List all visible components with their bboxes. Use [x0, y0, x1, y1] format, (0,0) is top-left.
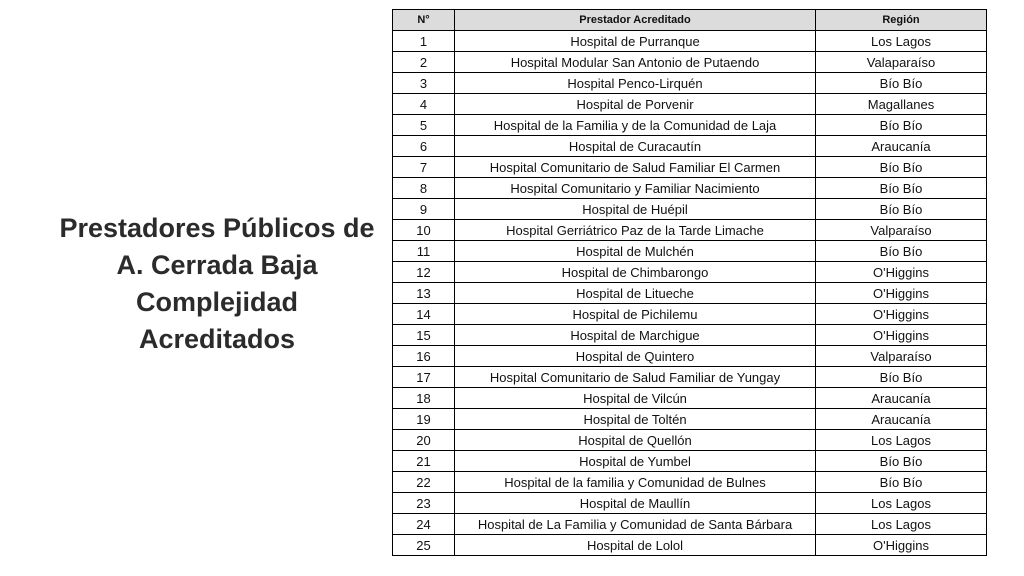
- cell-provider: Hospital Modular San Antonio de Putaendo: [455, 52, 816, 73]
- table-row: [393, 472, 987, 493]
- cell-provider: Hospital de Maullín: [455, 493, 816, 514]
- cell-number: 17: [393, 367, 455, 388]
- table-row: [393, 346, 987, 367]
- cell-number: 8: [393, 178, 455, 199]
- table-row: [393, 262, 987, 283]
- cell-region: Bío Bío: [816, 157, 987, 178]
- table-row: [393, 325, 987, 346]
- cell-region: Los Lagos: [816, 430, 987, 451]
- table-row: [393, 73, 987, 94]
- cell-provider: Hospital de Lolol: [455, 535, 816, 556]
- cell-number: 2: [393, 52, 455, 73]
- cell-provider: Hospital de Toltén: [455, 409, 816, 430]
- table-row: [393, 367, 987, 388]
- table-row: [393, 388, 987, 409]
- cell-provider: Hospital de Chimbarongo: [455, 262, 816, 283]
- cell-provider: Hospital de Huépil: [455, 199, 816, 220]
- cell-region: Valaparaíso: [816, 52, 987, 73]
- cell-provider: Hospital Gerriátrico Paz de la Tarde Limache: [455, 220, 816, 241]
- cell-number: 7: [393, 157, 455, 178]
- table-row: [393, 304, 987, 325]
- cell-number: 19: [393, 409, 455, 430]
- table-row: [393, 52, 987, 73]
- cell-number: 10: [393, 220, 455, 241]
- cell-number: 9: [393, 199, 455, 220]
- title-line-2: A. Cerrada Baja: [116, 250, 318, 280]
- cell-region: Valparaíso: [816, 220, 987, 241]
- cell-region: Los Lagos: [816, 493, 987, 514]
- header-region: Región: [816, 10, 987, 31]
- table-row: [393, 115, 987, 136]
- cell-region: Los Lagos: [816, 514, 987, 535]
- cell-number: 15: [393, 325, 455, 346]
- cell-region: O'Higgins: [816, 325, 987, 346]
- cell-provider: Hospital de Purranque: [455, 31, 816, 52]
- title-line-4: Acreditados: [138, 324, 296, 354]
- cell-region: Magallanes: [816, 94, 987, 115]
- cell-number: 11: [393, 241, 455, 262]
- cell-region: Bío Bío: [816, 451, 987, 472]
- cell-region: Bío Bío: [816, 472, 987, 493]
- cell-provider: Hospital de la familia y Comunidad de Bulnes: [455, 472, 816, 493]
- cell-region: Araucanía: [816, 409, 987, 430]
- table-row: [393, 514, 987, 535]
- cell-provider: Hospital de Yumbel: [455, 451, 816, 472]
- page-title: [52, 210, 382, 358]
- cell-provider: Hospital de Pichilemu: [455, 304, 816, 325]
- table-row: [393, 157, 987, 178]
- cell-number: 22: [393, 472, 455, 493]
- cell-provider: Hospital Penco-Lirquén: [455, 73, 816, 94]
- cell-number: 1: [393, 31, 455, 52]
- cell-number: 16: [393, 346, 455, 367]
- cell-provider: Hospital de Quintero: [455, 346, 816, 367]
- cell-provider: Hospital de Vilcún: [455, 388, 816, 409]
- cell-number: 6: [393, 136, 455, 157]
- cell-region: Los Lagos: [816, 31, 987, 52]
- cell-number: 21: [393, 451, 455, 472]
- cell-provider: Hospital de Porvenir: [455, 94, 816, 115]
- cell-number: 23: [393, 493, 455, 514]
- table-row: [393, 493, 987, 514]
- title-line-3: Complejidad: [135, 287, 298, 317]
- cell-number: 3: [393, 73, 455, 94]
- header-provider: Prestador Acreditado: [455, 10, 816, 31]
- cell-provider: Hospital de Quellón: [455, 430, 816, 451]
- cell-region: Bío Bío: [816, 199, 987, 220]
- table-row: [393, 283, 987, 304]
- cell-number: 24: [393, 514, 455, 535]
- cell-region: O'Higgins: [816, 535, 987, 556]
- cell-number: 12: [393, 262, 455, 283]
- cell-number: 13: [393, 283, 455, 304]
- title-line-1: Prestadores Públicos de: [59, 213, 375, 243]
- table-row: [393, 31, 987, 52]
- cell-region: Araucanía: [816, 388, 987, 409]
- table-row: [393, 451, 987, 472]
- table-row: [393, 136, 987, 157]
- cell-provider: Hospital de Mulchén: [455, 241, 816, 262]
- cell-number: 5: [393, 115, 455, 136]
- cell-provider: Hospital Comunitario de Salud Familiar de Yungay: [455, 367, 816, 388]
- cell-provider: Hospital de Litueche: [455, 283, 816, 304]
- cell-region: O'Higgins: [816, 262, 987, 283]
- cell-region: O'Higgins: [816, 283, 987, 304]
- table-row: [393, 220, 987, 241]
- table-header-row: [393, 10, 987, 31]
- cell-region: Bío Bío: [816, 367, 987, 388]
- cell-number: 18: [393, 388, 455, 409]
- cell-provider: Hospital de Marchigue: [455, 325, 816, 346]
- cell-region: Araucanía: [816, 136, 987, 157]
- table-row: [393, 430, 987, 451]
- table-row: [393, 409, 987, 430]
- table-row: [393, 535, 987, 556]
- cell-number: 25: [393, 535, 455, 556]
- cell-region: Bío Bío: [816, 178, 987, 199]
- cell-provider: Hospital de Curacautín: [455, 136, 816, 157]
- table-row: [393, 178, 987, 199]
- table-row: [393, 199, 987, 220]
- cell-region: Valparaíso: [816, 346, 987, 367]
- cell-number: 14: [393, 304, 455, 325]
- table-row: [393, 94, 987, 115]
- cell-region: Bío Bío: [816, 241, 987, 262]
- cell-provider: Hospital Comunitario de Salud Familiar El Carmen: [455, 157, 816, 178]
- cell-provider: Hospital de la Familia y de la Comunidad de Laja: [455, 115, 816, 136]
- cell-number: 4: [393, 94, 455, 115]
- cell-region: Bío Bío: [816, 115, 987, 136]
- cell-provider: Hospital Comunitario y Familiar Nacimiento: [455, 178, 816, 199]
- cell-region: Bío Bío: [816, 73, 987, 94]
- providers-table: [392, 9, 987, 556]
- cell-region: O'Higgins: [816, 304, 987, 325]
- cell-number: 20: [393, 430, 455, 451]
- table-row: [393, 241, 987, 262]
- header-number: N°: [393, 10, 455, 31]
- cell-provider: Hospital de La Familia y Comunidad de Santa Bárbara: [455, 514, 816, 535]
